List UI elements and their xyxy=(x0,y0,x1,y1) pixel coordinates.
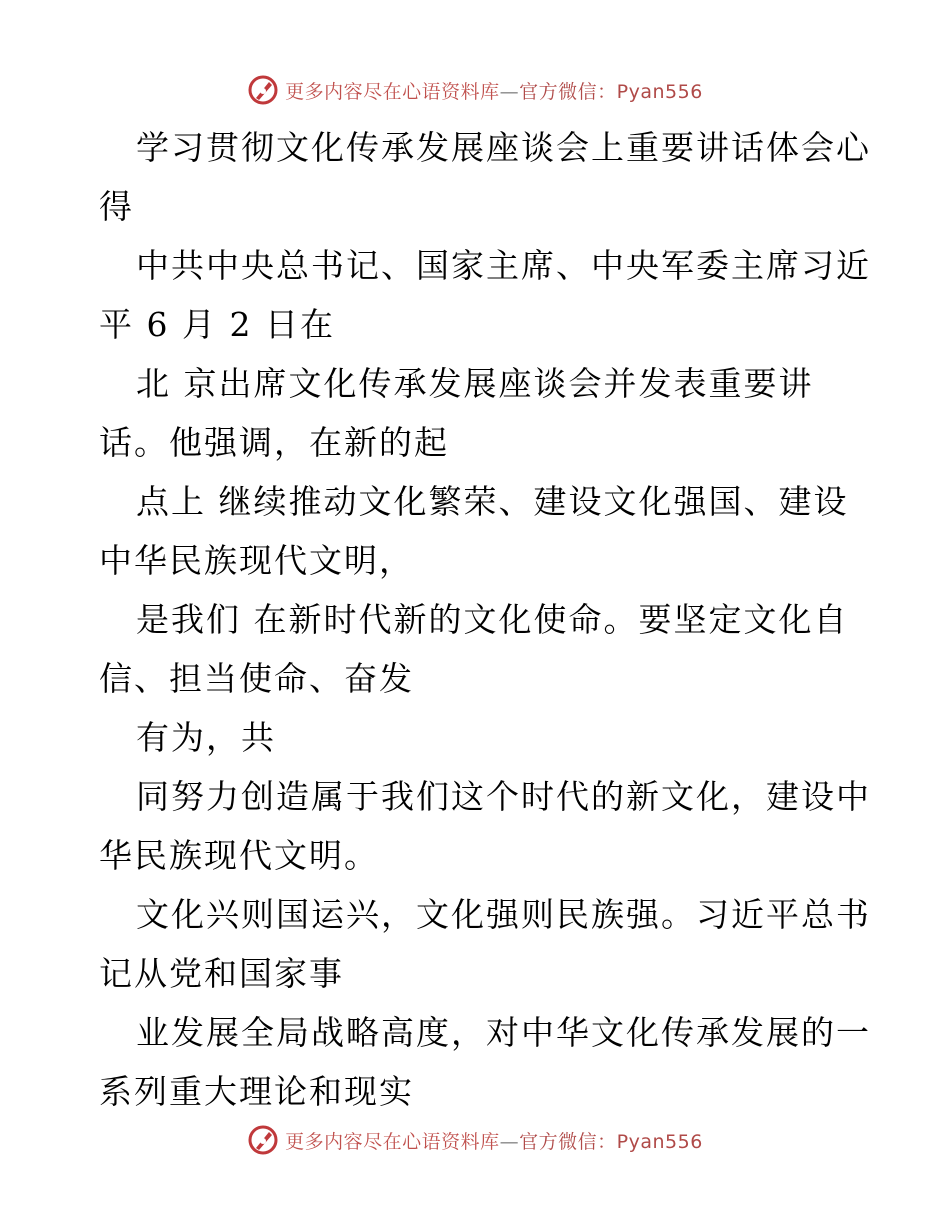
text-line: 学习贯彻文化传承发展座谈会上重要讲话体会心 xyxy=(136,128,871,167)
text-line: 同努力创造属于我们这个时代的新文化，建设中 xyxy=(136,777,871,816)
text-line: 话。他强调，在新的起 xyxy=(99,423,449,462)
document-body xyxy=(99,118,871,1121)
text-line: 中共中央总书记、国家主席、中央军委主席习近 xyxy=(136,246,871,285)
text-line: 业发展全局战略高度，对中华文化传承发展的一 xyxy=(136,1013,871,1052)
banner-text xyxy=(285,77,703,104)
text-line: 得 xyxy=(99,187,134,226)
banner-dash: — xyxy=(499,1130,520,1153)
pen-logo-icon xyxy=(247,1124,279,1156)
text-line: 中华民族现代文明， xyxy=(99,541,414,580)
text-line: 记从党和国家事 xyxy=(99,954,344,993)
banner-wechat-text: 官方微信：Pyan556 xyxy=(519,1130,703,1153)
footer-banner xyxy=(0,1120,950,1160)
text-line: 系列重大理论和现实 xyxy=(99,1072,414,1111)
text-line: 是我们 在新时代新的文化使命。要坚定文化自 xyxy=(136,600,849,639)
text-line: 有为，共 xyxy=(136,718,276,757)
banner-wechat-text: 官方微信：Pyan556 xyxy=(519,80,703,103)
banner-main-text: 更多内容尽在心语资料库 xyxy=(285,80,500,103)
text-line: 点上 继续推动文化繁荣、建设文化强国、建设 xyxy=(136,482,849,521)
text-line: 信、担当使命、奋发 xyxy=(99,659,414,698)
banner-main-text: 更多内容尽在心语资料库 xyxy=(285,1130,500,1153)
text-line: 华民族现代文明。 xyxy=(99,836,379,875)
header-banner xyxy=(0,70,950,110)
banner-dash: — xyxy=(499,80,520,103)
banner-text xyxy=(285,1127,703,1154)
text-line: 北 京出席文化传承发展座谈会并发表重要讲 xyxy=(136,364,814,403)
text-line: 文化兴则国运兴，文化强则民族强。习近平总书 xyxy=(136,895,871,934)
text-line: 平 6 月 2 日在 xyxy=(99,305,335,344)
pen-logo-icon xyxy=(247,74,279,106)
